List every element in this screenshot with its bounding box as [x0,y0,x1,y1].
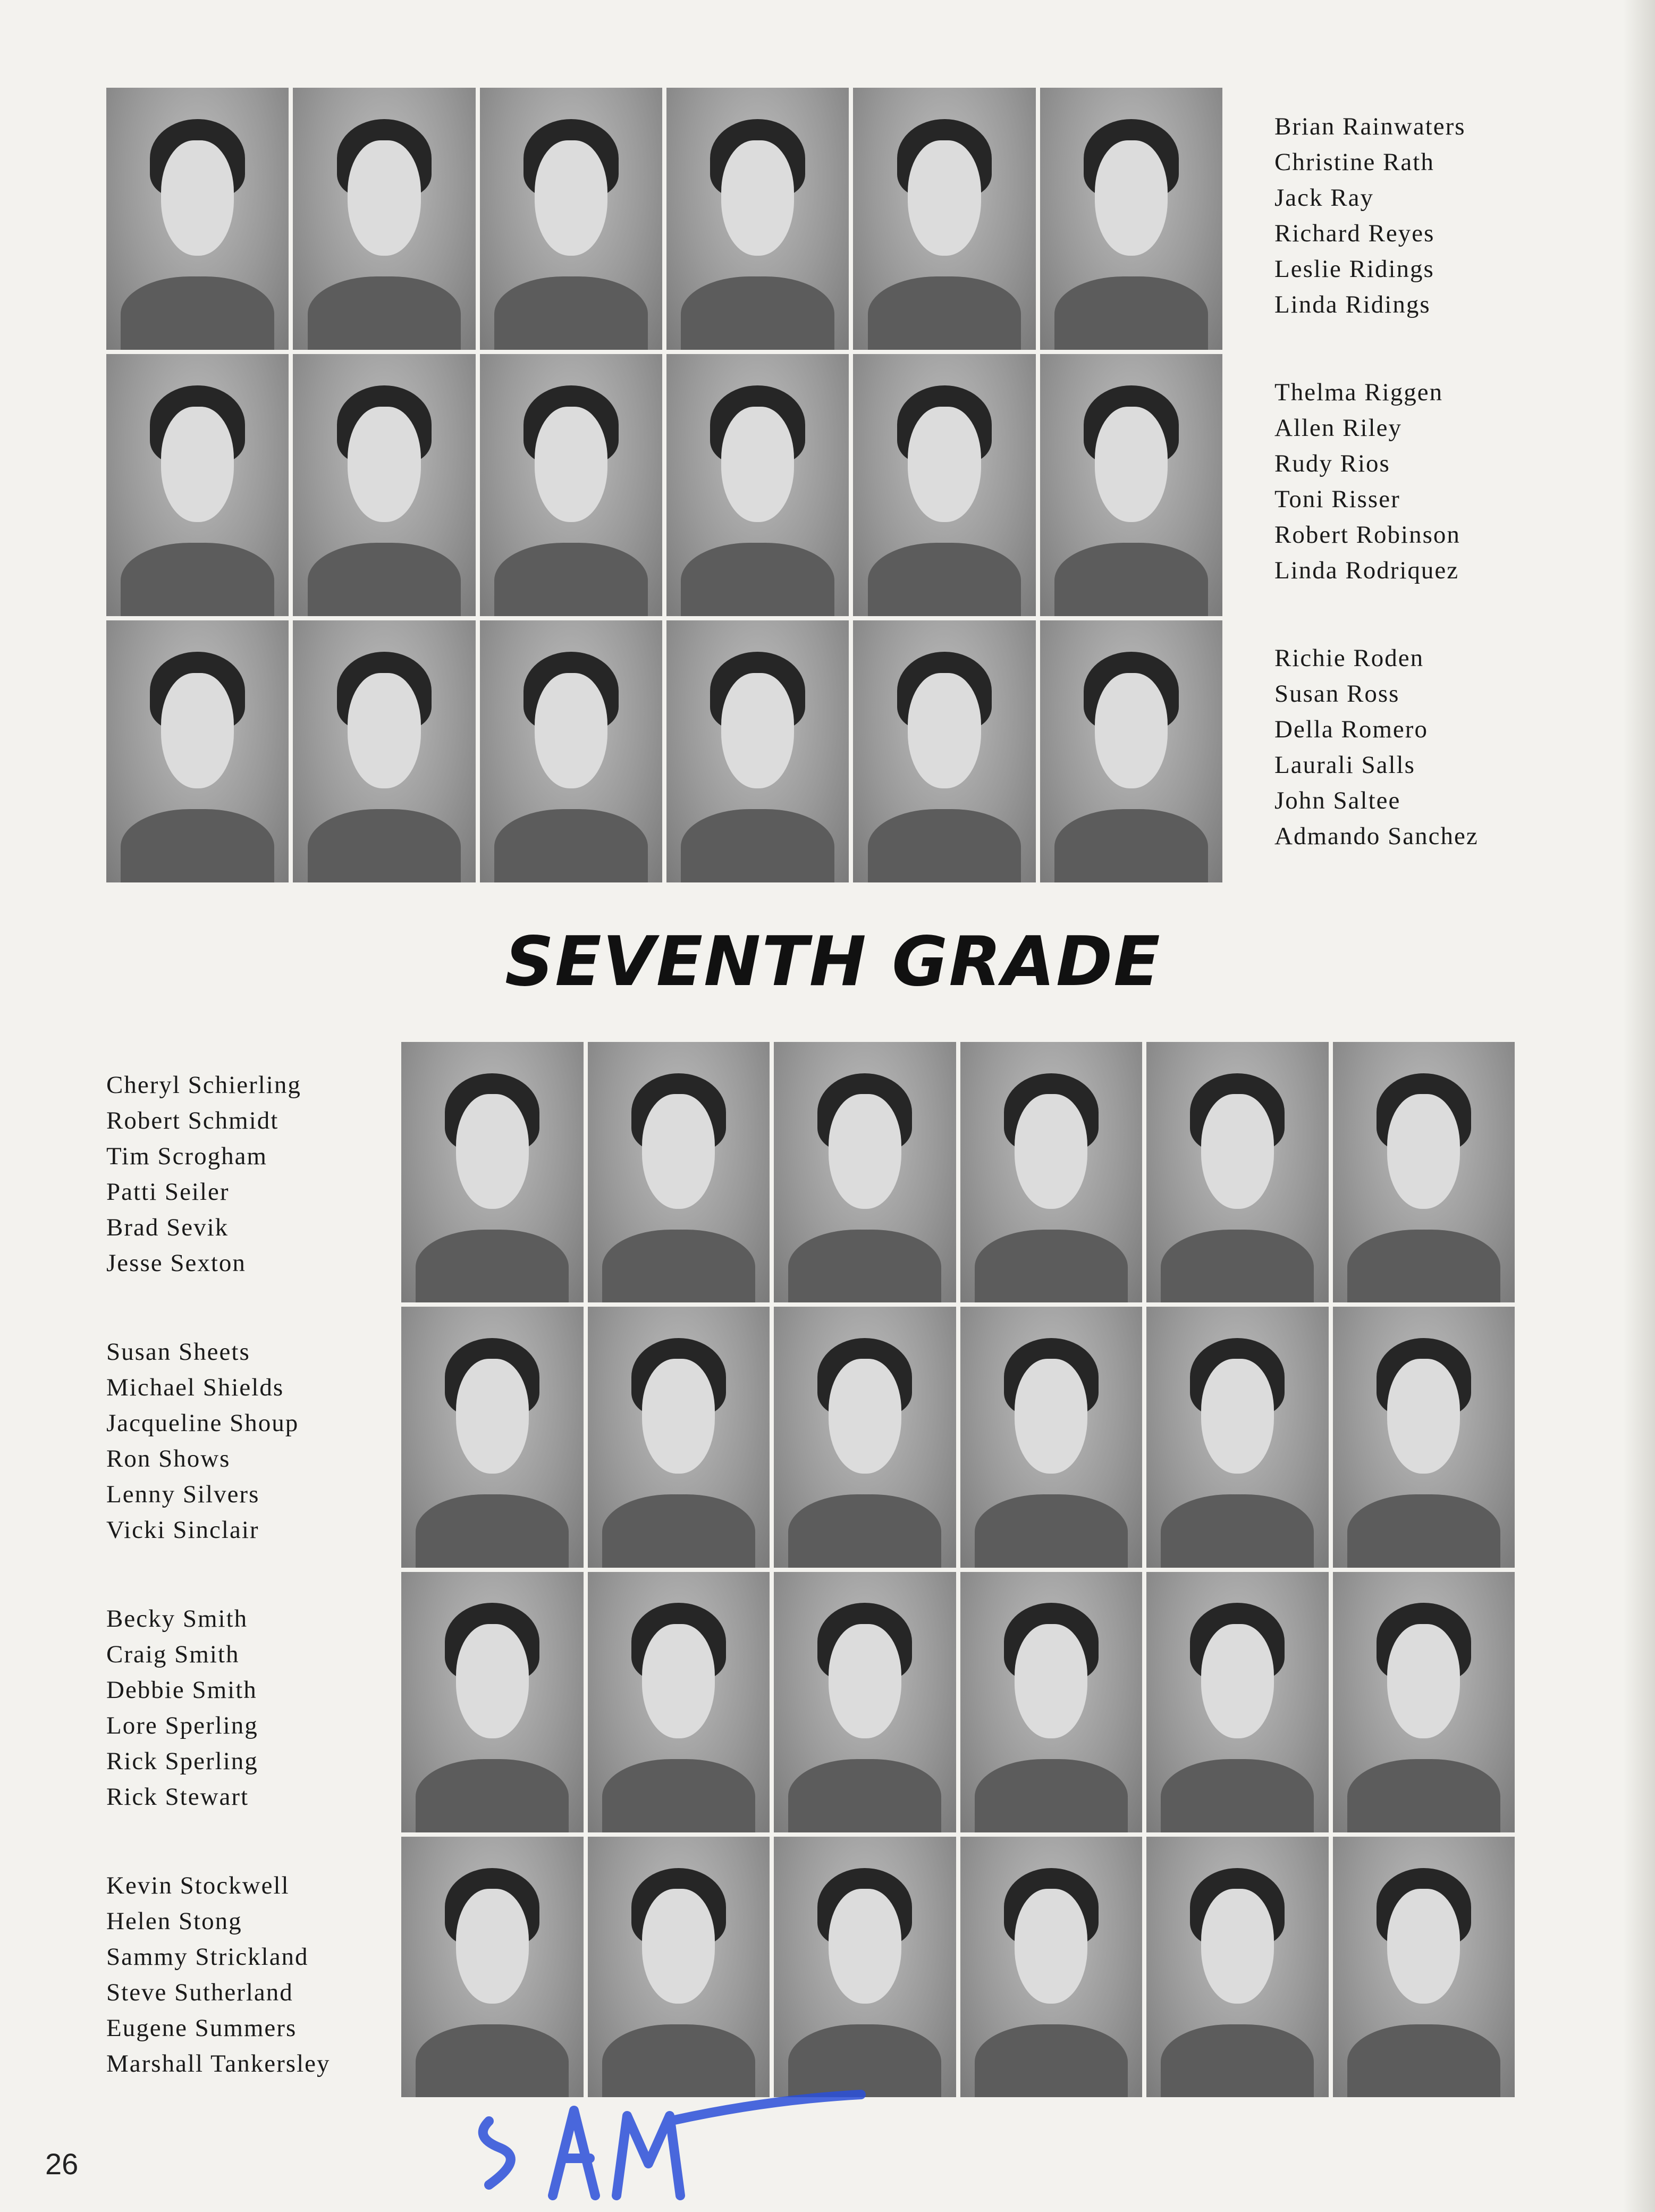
student-portrait [666,620,849,882]
student-name: Sammy Strickland [106,1943,309,1971]
student-name: Becky Smith [106,1605,248,1633]
student-portrait [1146,1307,1329,1567]
top-portrait-grid [106,88,1222,882]
student-name: Rick Sperling [106,1747,258,1775]
student-name: Steve Sutherland [106,1979,293,2006]
student-name: Toni Risser [1274,485,1400,513]
page-edge [1623,0,1655,2212]
student-name: Leslie Ridings [1274,255,1434,283]
student-name: Cheryl Schierling [106,1071,301,1099]
student-name: Lenny Silvers [106,1481,260,1508]
student-portrait [293,88,475,350]
student-portrait [588,1042,770,1302]
student-portrait [480,620,662,882]
student-name: Brian Rainwaters [1274,113,1466,140]
handwritten-scribble [468,2089,882,2212]
student-portrait [853,620,1035,882]
student-name: Jack Ray [1274,184,1374,212]
student-portrait [401,1837,584,2097]
student-name: Admando Sanchez [1274,822,1479,850]
student-name: Brad Sevik [106,1214,229,1241]
student-name: Marshall Tankersley [106,2050,331,2078]
bottom-name-list [106,1067,330,2135]
student-name: Richie Roden [1274,644,1424,672]
student-portrait [774,1572,956,1832]
top-name-group [1274,375,1479,588]
student-name: Tim Scrogham [106,1142,267,1170]
student-name: Della Romero [1274,716,1428,743]
student-name: Linda Ridings [1274,291,1431,318]
student-name: Ron Shows [106,1445,231,1473]
section-title: SEVENTH GRADE [505,922,1161,1002]
student-portrait [106,354,289,616]
student-portrait [1040,620,1222,882]
student-name: Linda Rodriquez [1274,557,1459,584]
student-portrait [853,88,1035,350]
student-portrait [1146,1572,1329,1832]
top-name-list [1274,109,1479,906]
student-name: Rudy Rios [1274,450,1390,477]
student-name: Allen Riley [1274,414,1402,442]
student-name: Michael Shields [106,1374,284,1401]
student-portrait [106,620,289,882]
student-portrait [960,1572,1143,1832]
student-portrait [666,354,849,616]
student-name: Thelma Riggen [1274,379,1443,406]
student-name: Susan Sheets [106,1338,250,1366]
student-name: Susan Ross [1274,680,1400,708]
student-portrait [1333,1042,1515,1302]
student-name: Helen Stong [106,1907,242,1935]
student-portrait [588,1572,770,1832]
student-name: Jesse Sexton [106,1249,246,1277]
student-name: Richard Reyes [1274,220,1435,247]
student-portrait [853,354,1035,616]
bottom-name-group [106,1067,330,1281]
student-portrait [1333,1307,1515,1567]
bottom-name-group [106,1334,330,1548]
student-portrait [106,88,289,350]
student-portrait [401,1307,584,1567]
student-name: Rick Stewart [106,1783,249,1811]
student-portrait [293,620,475,882]
student-name: Kevin Stockwell [106,1872,290,1899]
student-name: Craig Smith [106,1641,240,1668]
student-portrait [1040,88,1222,350]
student-portrait [960,1042,1143,1302]
student-name: Lore Sperling [106,1712,258,1739]
bottom-name-group [106,1868,330,2082]
student-name: Christine Rath [1274,148,1434,176]
student-portrait [666,88,849,350]
page-number: 26 [45,2147,79,2181]
student-name: Debbie Smith [106,1676,257,1704]
student-portrait [1333,1837,1515,2097]
student-name: Laurali Salls [1274,751,1415,779]
student-name: Patti Seiler [106,1178,230,1206]
student-name: Robert Schmidt [106,1107,279,1134]
student-name: Eugene Summers [106,2014,297,2042]
student-portrait [774,1307,956,1567]
student-name: Vicki Sinclair [106,1516,259,1544]
student-portrait [480,354,662,616]
top-name-group [1274,109,1479,323]
student-name: John Saltee [1274,787,1401,814]
top-name-group [1274,641,1479,854]
student-portrait [1040,354,1222,616]
student-portrait [588,1837,770,2097]
student-portrait [480,88,662,350]
bottom-name-group [106,1601,330,1815]
student-portrait [774,1042,956,1302]
student-portrait [960,1307,1143,1567]
student-portrait [960,1837,1143,2097]
student-portrait [401,1572,584,1832]
student-portrait [588,1307,770,1567]
student-portrait [1146,1042,1329,1302]
student-name: Robert Robinson [1274,521,1460,549]
student-portrait [293,354,475,616]
student-name: Jacqueline Shoup [106,1409,299,1437]
student-portrait [401,1042,584,1302]
student-portrait [1333,1572,1515,1832]
student-portrait [774,1837,956,2097]
bottom-portrait-grid [401,1042,1515,2097]
student-portrait [1146,1837,1329,2097]
